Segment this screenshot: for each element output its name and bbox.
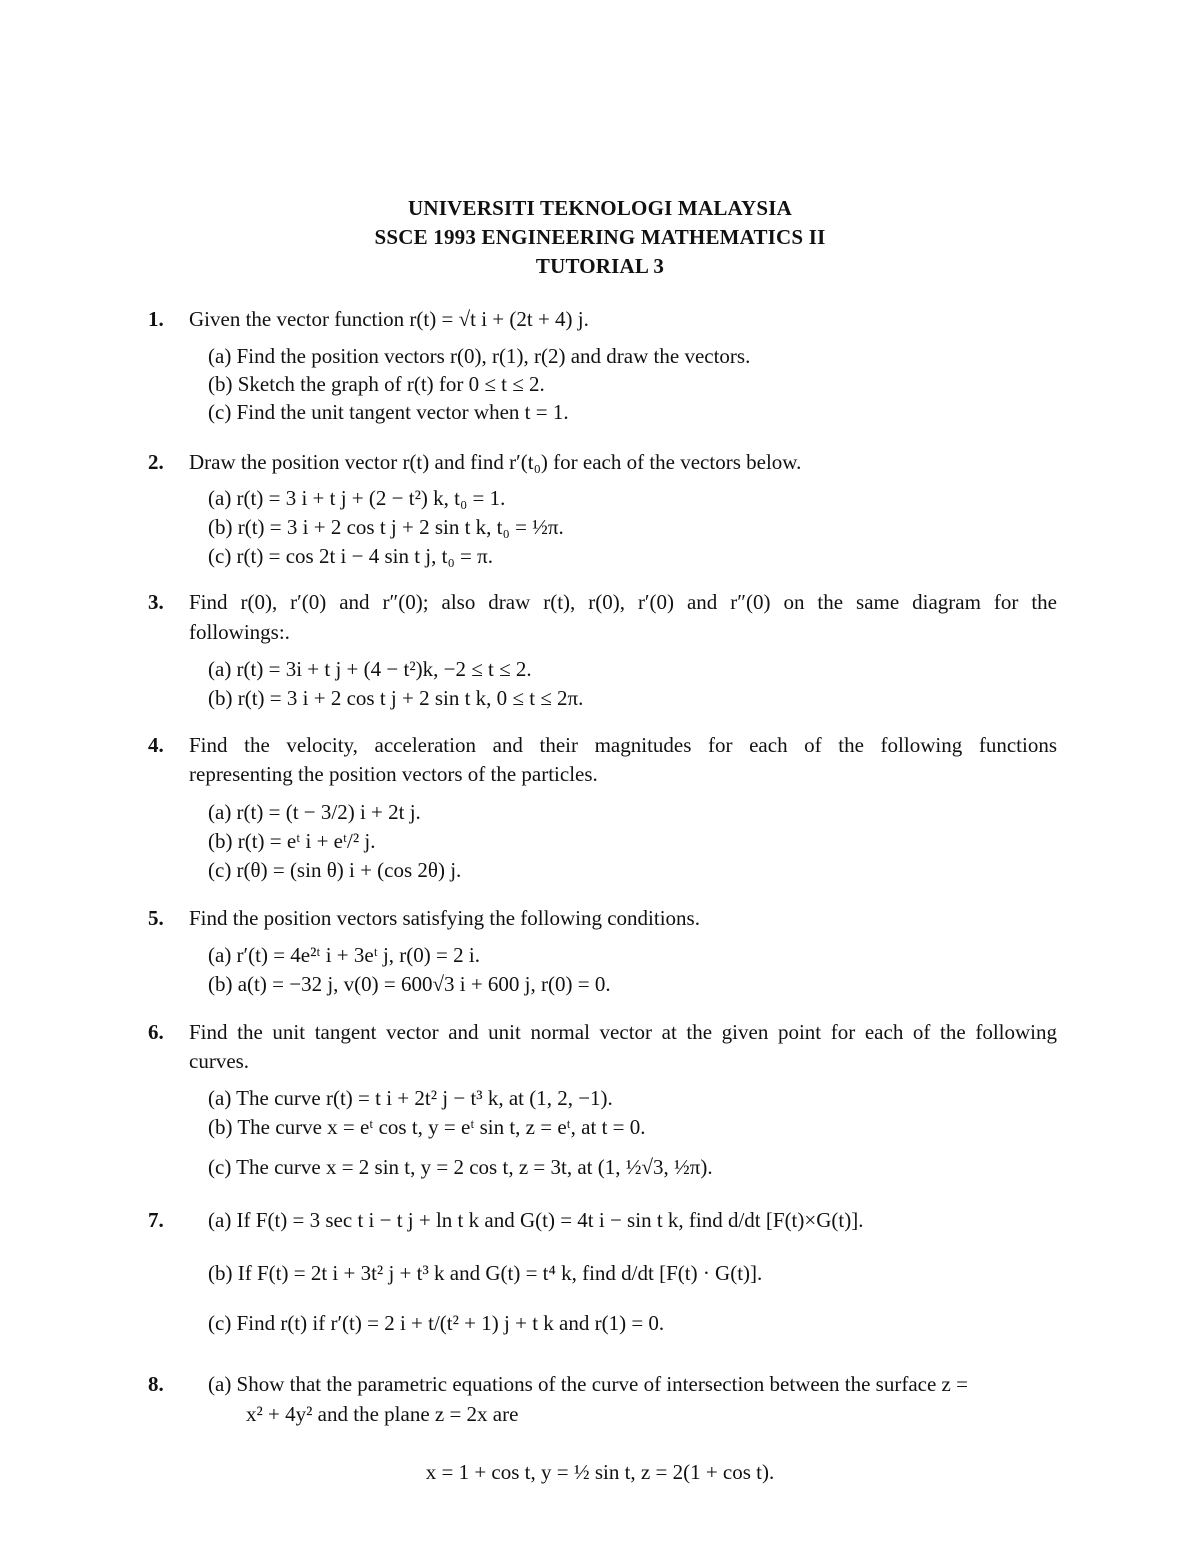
- course-title: SSCE 1993 ENGINEERING MATHEMATICS II: [374, 225, 826, 249]
- question-part: (a) r′(t) = 4e²ᵗ i + 3eᵗ j, r(0) = 2 i.: [208, 943, 480, 967]
- question-text: Given the vector function r(t) = √t i + (2t + 4) j.: [189, 307, 589, 331]
- question-number: 2.: [148, 450, 164, 474]
- question-part: (c) Find the unit tangent vector when t = 1.: [208, 400, 569, 424]
- tutorial-title: TUTORIAL 3: [535, 254, 665, 278]
- question-part: (a) The curve r(t) = t i + 2t² j − t³ k, at (1, 2, −1).: [208, 1086, 613, 1110]
- question-part: (a) Find the position vectors r(0), r(1), r(2) and draw the vectors.: [208, 344, 751, 368]
- question-number: 5.: [148, 906, 164, 930]
- question-part: (c) r(θ) = (sin θ) i + (cos 2θ) j.: [208, 858, 462, 882]
- question-part: (a) Show that the parametric equations of the curve of intersection between the surface z =: [208, 1372, 968, 1396]
- university-title: UNIVERSITI TEKNOLOGI MALAYSIA: [408, 196, 792, 220]
- question-part: (b) Sketch the graph of r(t) for 0 ≤ t ≤ 2.: [208, 372, 545, 396]
- question-part: (b) The curve x = eᵗ cos t, y = eᵗ sin t, z = eᵗ, at t = 0.: [208, 1115, 646, 1139]
- question-number: 1.: [148, 307, 164, 331]
- question-part: (a) If F(t) = 3 sec t i − t j + ln t k and G(t) = 4t i − sin t k, find d/dt [F(t)×G(t)].: [208, 1208, 864, 1232]
- question-part: (b) a(t) = −32 j, v(0) = 600√3 i + 600 j, r(0) = 0.: [208, 972, 611, 996]
- question-text-continued: followings:.: [189, 620, 290, 644]
- question-part: (a) r(t) = 3 i + t j + (2 − t²) k, t₀ = 1.: [208, 486, 506, 510]
- question-number: 8.: [148, 1372, 164, 1396]
- question-part: (b) r(t) = 3 i + 2 cos t j + 2 sin t k, t₀ = ½π.: [208, 515, 564, 539]
- question-text: Find r(0), r′(0) and r″(0); also draw r(t), r(0), r′(0) and r″(0) on the same diagram for the: [189, 590, 1057, 614]
- display-equation: x = 1 + cos t, y = ½ sin t, z = 2(1 + cos t).: [425, 1460, 775, 1484]
- question-part: (b) r(t) = 3 i + 2 cos t j + 2 sin t k, 0 ≤ t ≤ 2π.: [208, 686, 584, 710]
- question-part: (c) Find r(t) if r′(t) = 2 i + t/(t² + 1) j + t k and r(1) = 0.: [208, 1311, 665, 1335]
- question-part: (b) r(t) = eᵗ i + eᵗ/² j.: [208, 829, 376, 853]
- question-part-continued: x² + 4y² and the plane z = 2x are: [246, 1402, 519, 1426]
- question-number: 6.: [148, 1020, 164, 1044]
- question-number: 3.: [148, 590, 164, 614]
- question-text-continued: curves.: [189, 1049, 250, 1073]
- question-text: Find the position vectors satisfying the following conditions.: [189, 906, 700, 930]
- question-part: (c) r(t) = cos 2t i − 4 sin t j, t₀ = π.: [208, 544, 493, 568]
- question-part: (c) The curve x = 2 sin t, y = 2 cos t, z = 3t, at (1, ½√3, ½π).: [208, 1155, 713, 1179]
- question-text: Find the velocity, acceleration and their magnitudes for each of the following functions: [189, 733, 1057, 757]
- question-text: Draw the position vector r(t) and find r′(t₀) for each of the vectors below.: [189, 450, 802, 474]
- question-text: Find the unit tangent vector and unit normal vector at the given point for each of the following: [189, 1020, 1057, 1044]
- question-number: 7.: [148, 1208, 164, 1232]
- question-part: (b) If F(t) = 2t i + 3t² j + t³ k and G(t) = t⁴ k, find d/dt [F(t) · G(t)].: [208, 1261, 763, 1285]
- question-part: (a) r(t) = 3i + t j + (4 − t²)k, −2 ≤ t ≤ 2.: [208, 657, 532, 681]
- question-part: (a) r(t) = (t − 3/2) i + 2t j.: [208, 800, 421, 824]
- question-text-continued: representing the position vectors of the particles.: [189, 762, 598, 786]
- question-number: 4.: [148, 733, 164, 757]
